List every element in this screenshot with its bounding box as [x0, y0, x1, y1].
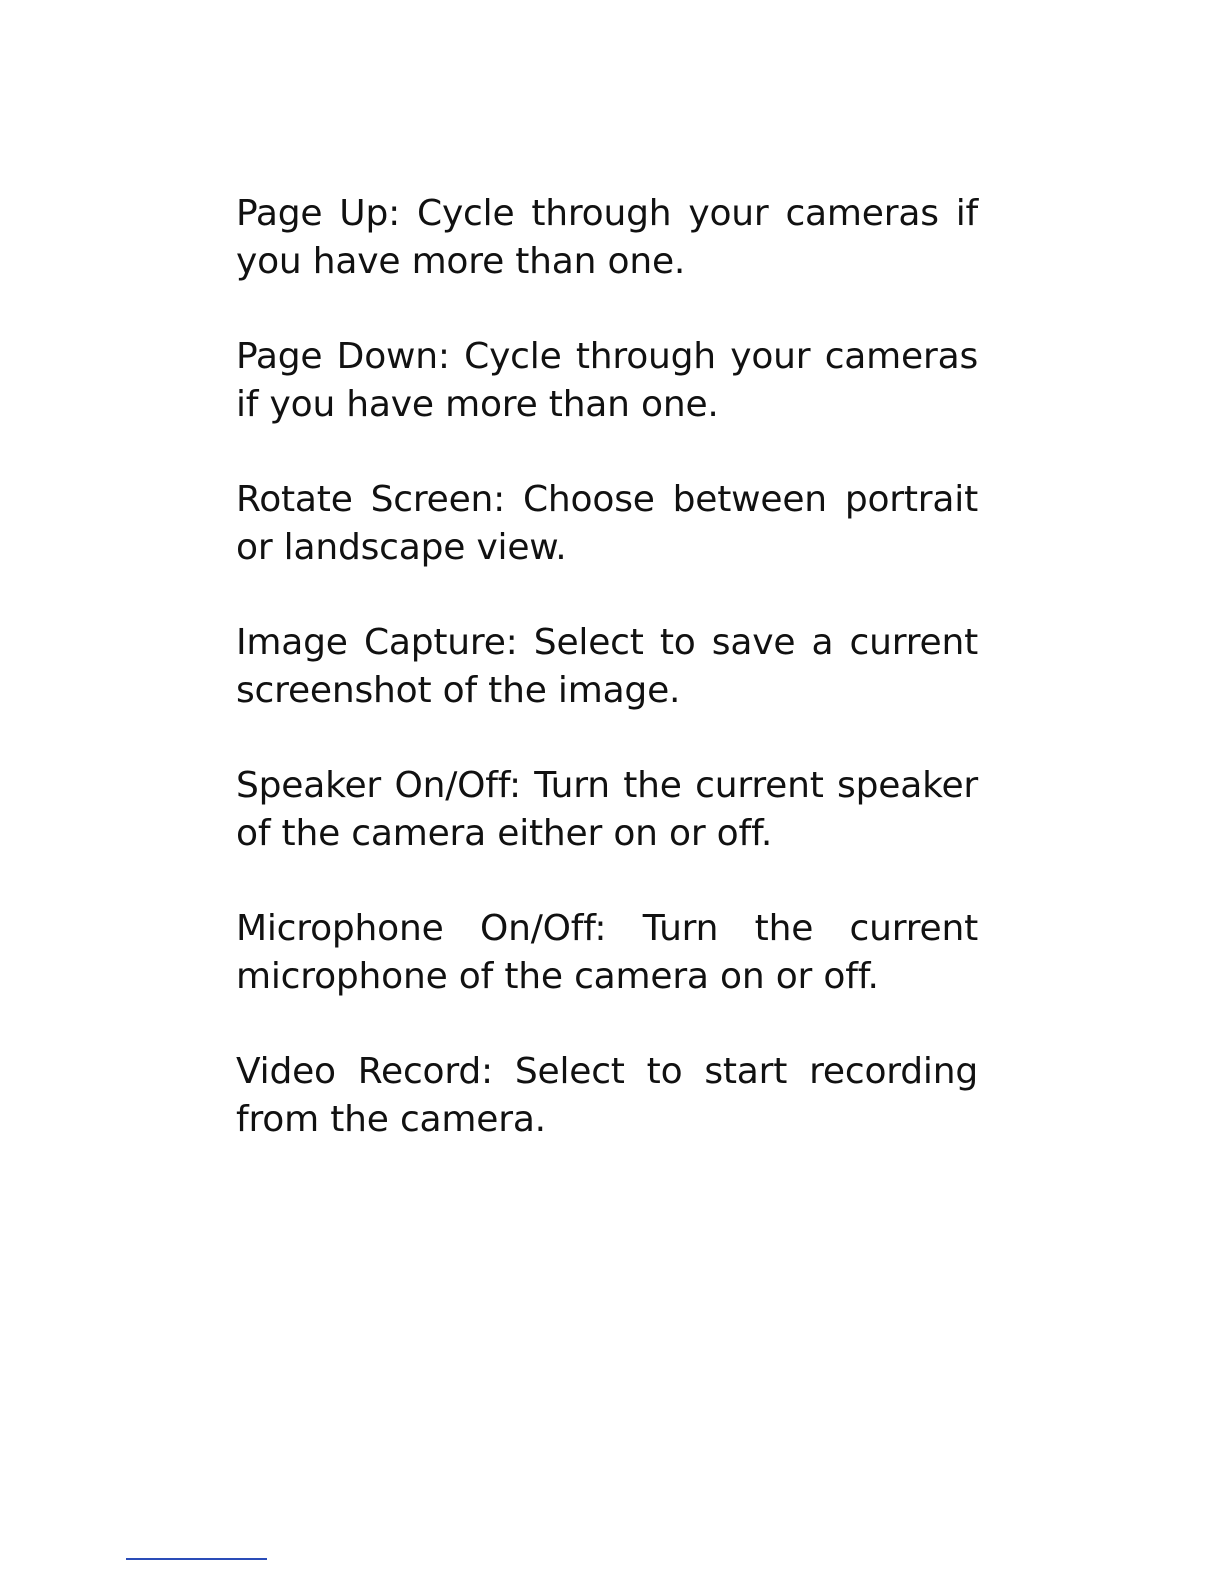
entry-microphone: Microphone On/Off: Turn the current microphone of the camera on or off.	[236, 908, 978, 997]
entry-page-up: Page Up: Cycle through your cameras if you have more than one.	[236, 193, 978, 282]
entry-video-record: Video Record: Select to start recording from the camera.	[236, 1051, 978, 1140]
entry-page-down: Page Down: Cycle through your cameras if you have more than one.	[236, 336, 978, 425]
entry-image-capture: Image Capture: Select to save a current screenshot of the image.	[236, 622, 978, 711]
document-body	[236, 190, 978, 1144]
entry-speaker: Speaker On/Off: Turn the current speaker of the camera either on or off.	[236, 765, 978, 854]
entry-rotate-screen: Rotate Screen: Choose between portrait or landscape view.	[236, 479, 978, 568]
footer-rule	[126, 1558, 267, 1560]
